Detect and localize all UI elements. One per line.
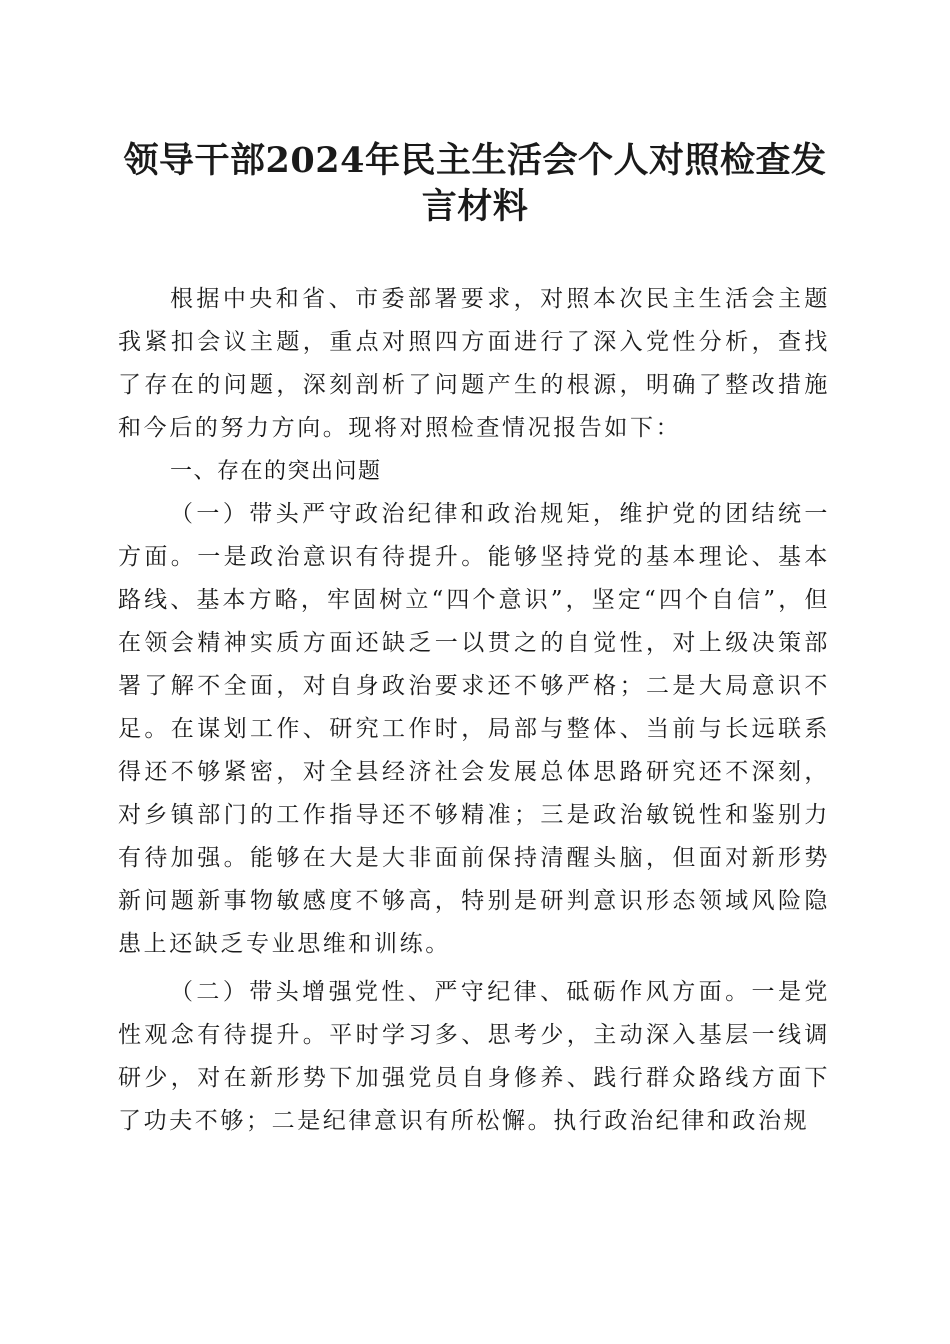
intro-paragraph: 根据中央和省、市委部署要求，对照本次民主生活会主题我紧扣会议主题，重点对照四方面进行了深入党性分析，查找了存在的问题，深刻剖析了问题产生的根源，明确了整改措施和今后的努力方向。现将对照检查情况报告如下：	[118, 286, 830, 441]
section-heading-problems: 一、存在的突出问题	[170, 459, 382, 484]
document-body	[118, 278, 830, 1143]
problem-item-1: （一）带头严守政治纪律和政治规矩，维护党的团结统一方面。一是政治意识有待提升。能够坚持党的基本理论、基本路线、基本方略，牢固树立“四个意识”，坚定“四个自信”，但在领会精神实质方面还缺乏一以贯之的自觉性，对上级决策部署了解不全面，对自身政治要求还不够严格；二是大局意识不足。在谋划工作、研究工作时，局部与整体、当前与长远联系得还不够紧密，对全县经济社会发展总体思路研究还不深刻，对乡镇部门的工作指导还不够精准；三是政治敏锐性和鉴别力有待加强。能够在大是大非面前保持清醒头脑，但面对新形势新问题新事物敏感度不够高，特别是研判意识形态领域风险隐患上还缺乏专业思维和训练。	[118, 501, 830, 957]
document-title	[110, 138, 840, 230]
title-line-1: 领导干部2024年民主生活会个人对照检查发	[123, 140, 827, 181]
title-line-2: 言材料	[421, 186, 529, 227]
problem-item-2: （二）带头增强党性、严守纪律、砥砺作风方面。一是党性观念有待提升。平时学习多、思考少，主动深入基层一线调研少，对在新形势下加强党员自身修养、践行群众路线方面下了功夫不够；二是纪律意识有所松懈。执行政治纪律和政治规	[118, 979, 830, 1134]
